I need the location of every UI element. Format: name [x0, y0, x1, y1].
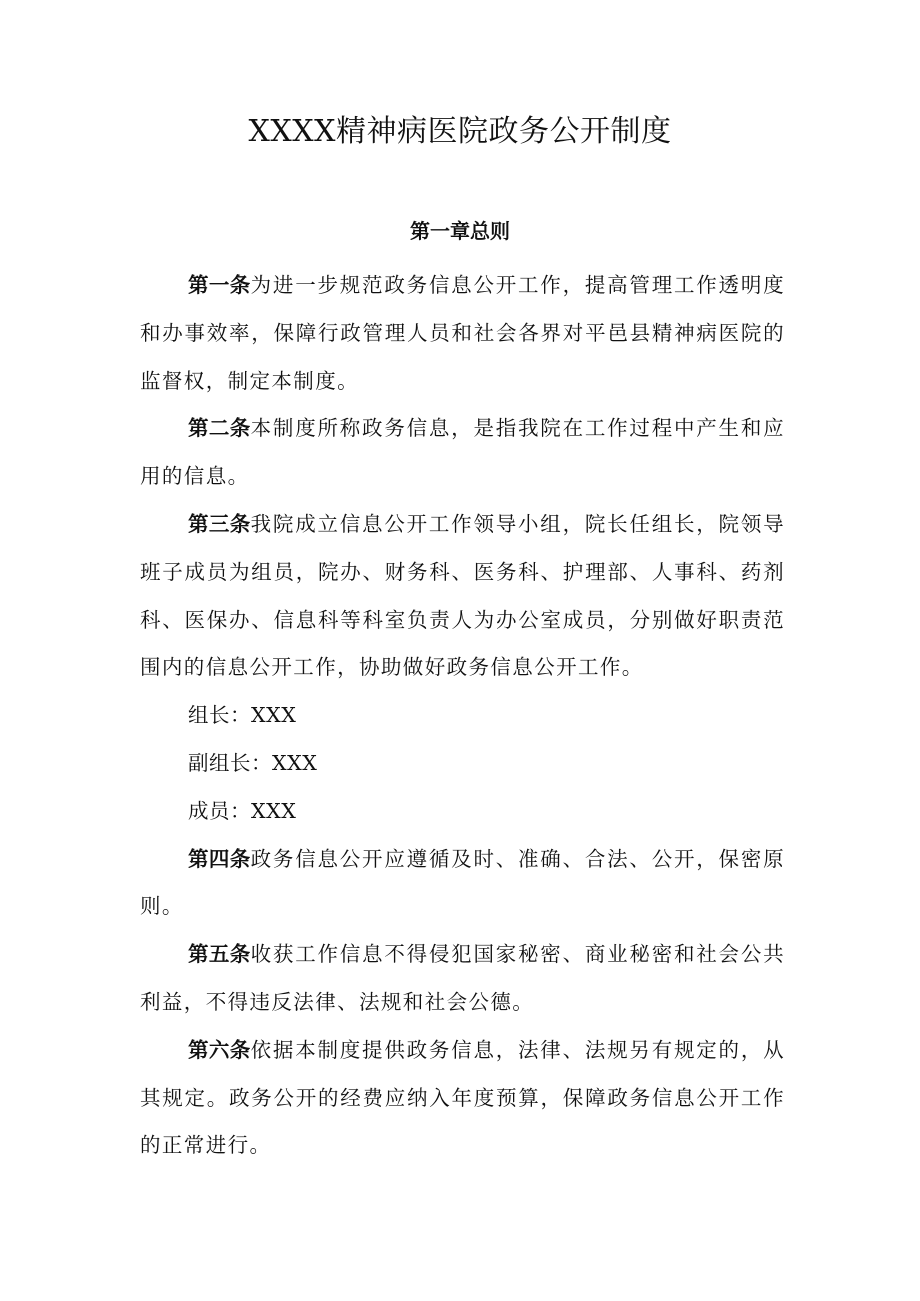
article-4-text: 政务信息公开应遵循及时、准确、合法、公开，保密原则。: [140, 846, 786, 919]
document-title: XXXX精神病医院政务公开制度: [248, 114, 672, 149]
roster-deputy-leader: 副组长：XXX: [188, 750, 318, 775]
article-3-text: 我院成立信息公开工作领导小组，院长任组长，院领导班子成员为组员，院办、财务科、医务科、护理部、人事科、药剂科、医保办、信息科等科室负责人为办公室成员，分别做好职责范围内的信息公开工作，协助做好政务信息公开工作。: [140, 511, 786, 680]
article-4: [140, 836, 785, 932]
article-2-label: 第二条: [188, 416, 251, 441]
document-body: [140, 262, 785, 1170]
article-2: [140, 405, 785, 501]
article-1-label: 第一条: [188, 273, 251, 297]
article-6: [140, 1027, 785, 1170]
article-6-text: 依据本制度提供政务信息，法律、法规另有规定的，从其规定。政务公开的经费应纳入年度预算，保障政务信息公开工作的正常进行。: [140, 1037, 786, 1158]
article-5-label: 第五条: [188, 942, 251, 967]
roster-members: 成员：XXX: [188, 798, 297, 823]
article-3-label: 第三条: [188, 511, 251, 536]
article-6-label: 第六条: [188, 1037, 251, 1062]
chapter-heading: 第一章总则: [410, 219, 510, 243]
article-5-text: 收获工作信息不得侵犯国家秘密、商业秘密和社会公共利益，不得违反法律、法规和社会公德。: [140, 942, 786, 1014]
article-5: [140, 931, 785, 1027]
article-3: [140, 501, 785, 692]
article-1-text: 为进一步规范政务信息公开工作，提高管理工作透明度和办事效率，保障行政管理人员和社会各界对平邑县精神病医院的监督权，制定本制度。: [140, 273, 786, 393]
roster-leader: 组长：XXX: [188, 703, 297, 728]
article-4-label: 第四条: [188, 846, 251, 871]
article-1: [140, 262, 785, 405]
article-2-text: 本制度所称政务信息，是指我院在工作过程中产生和应用的信息。: [140, 416, 786, 489]
